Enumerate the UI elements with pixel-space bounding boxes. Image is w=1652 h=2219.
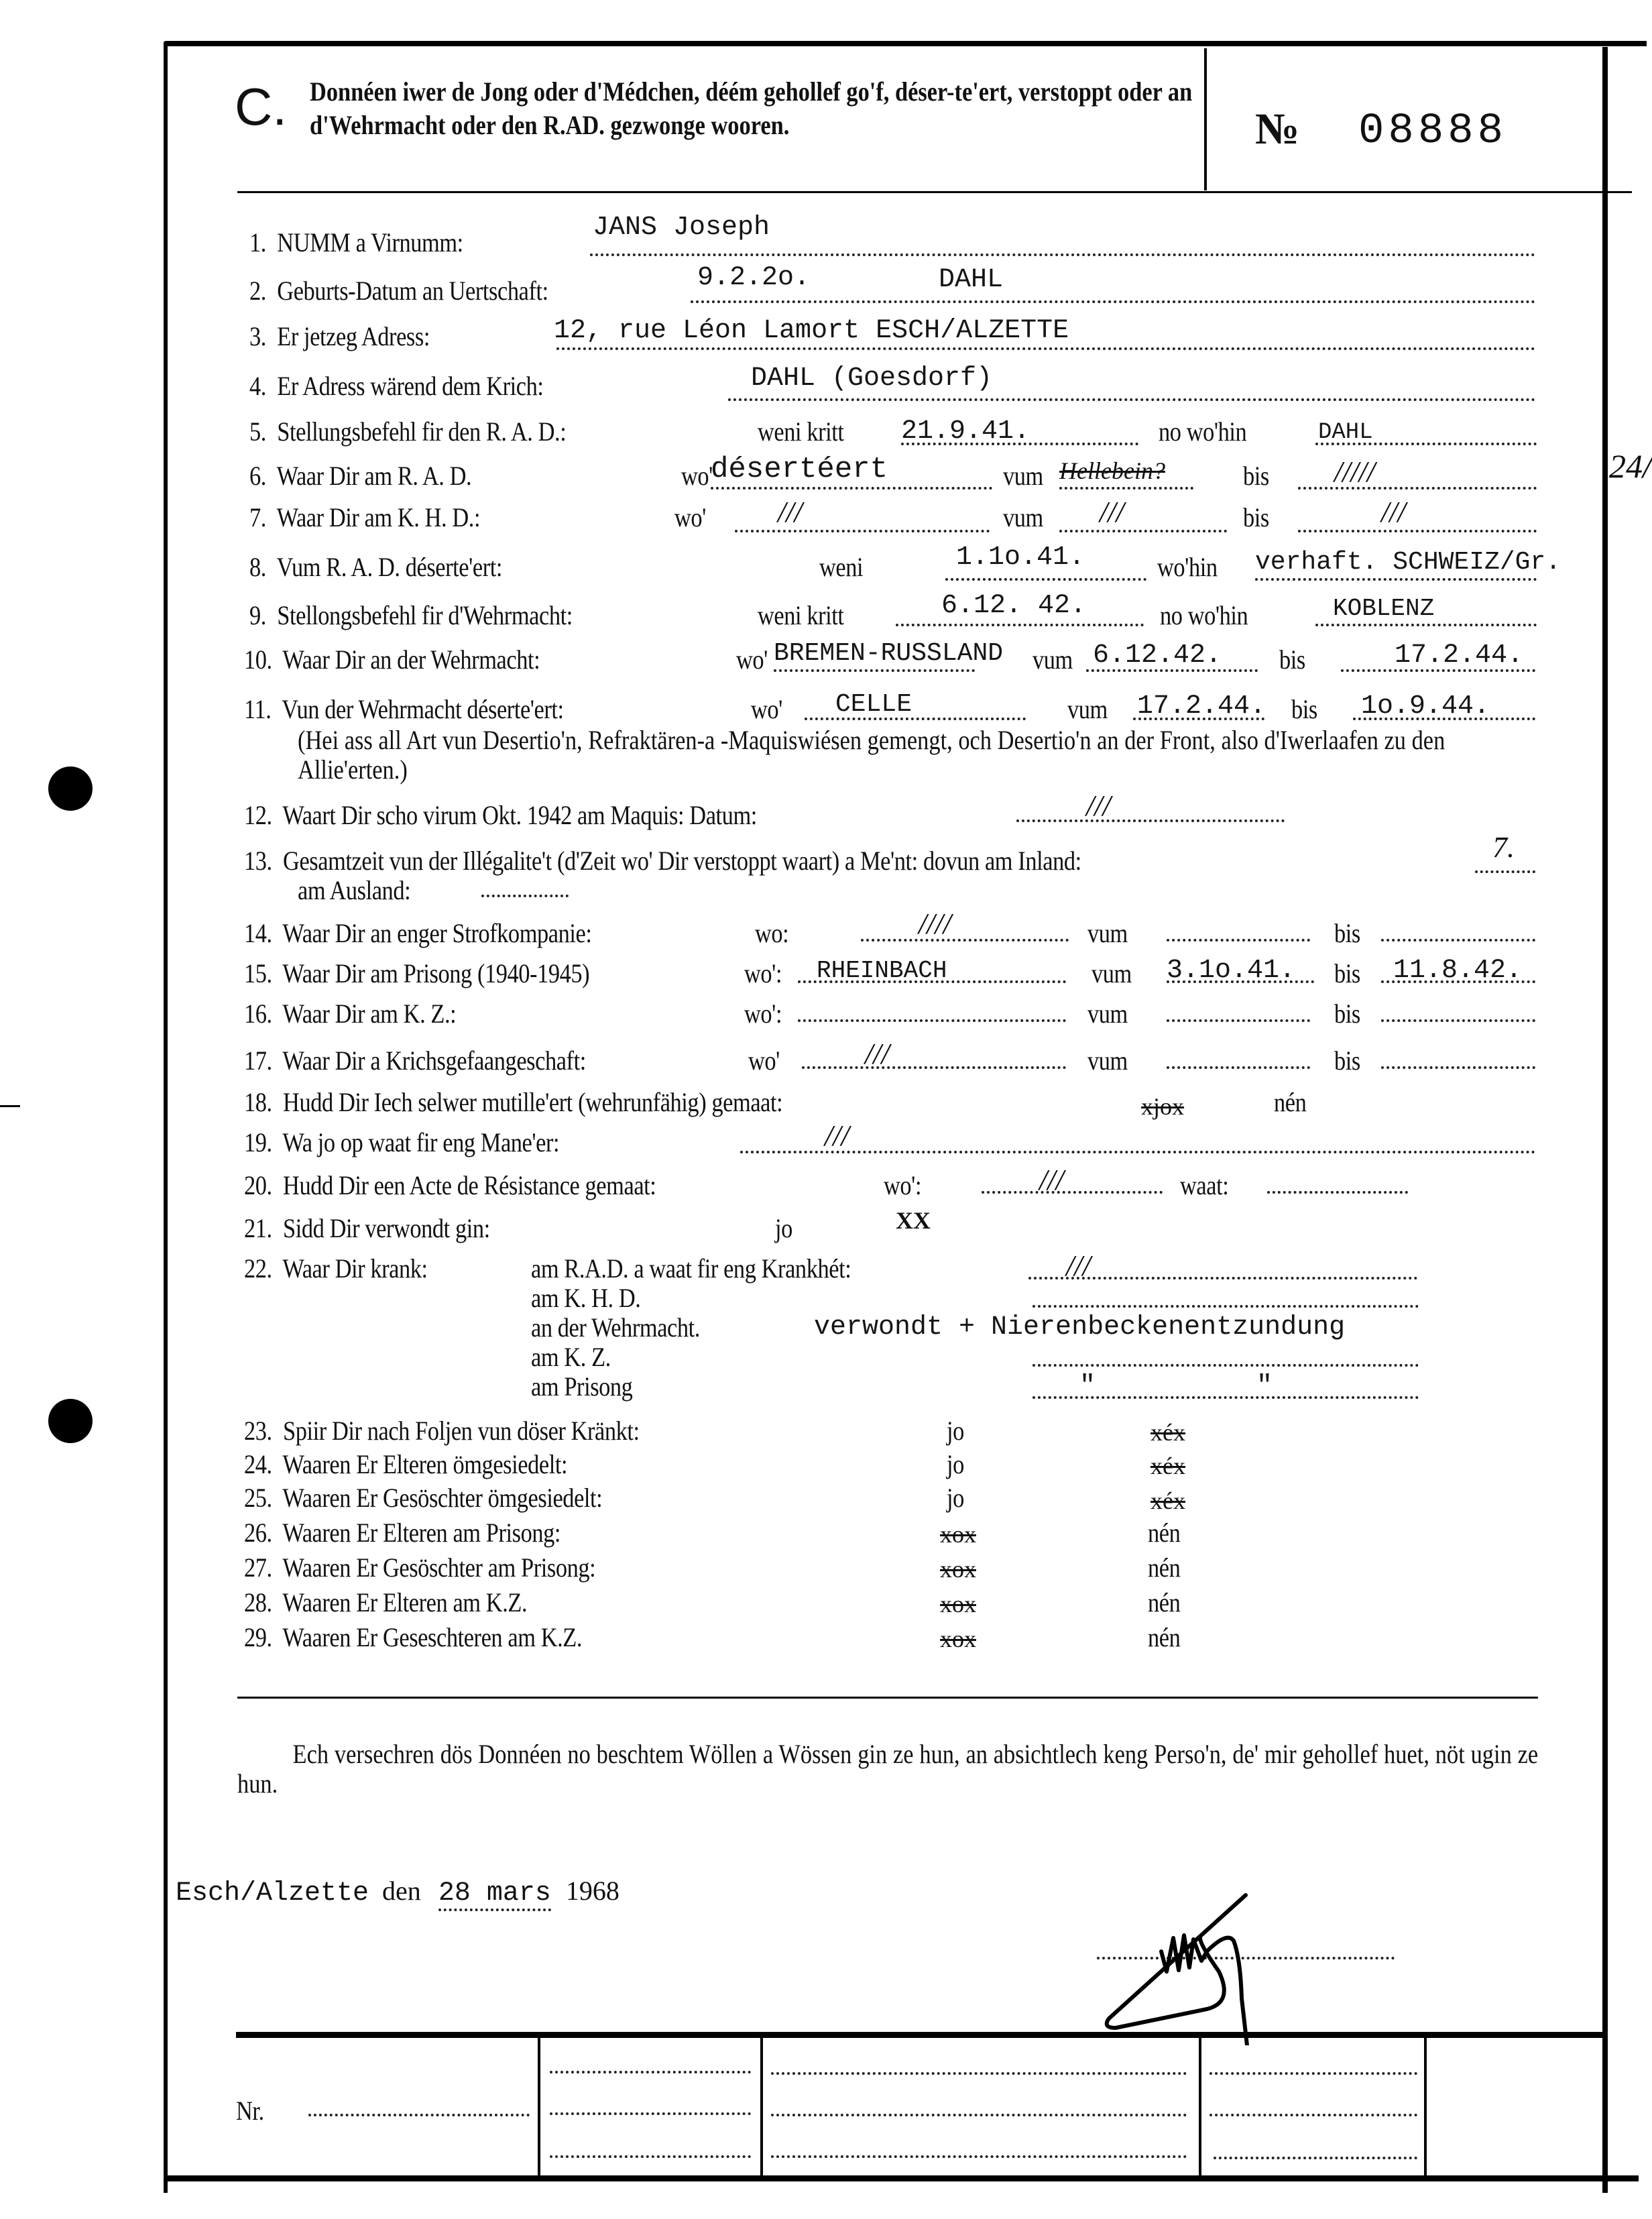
field-9-label: 9. Stellongsbefehl fir d'Wehrmacht: <box>249 600 573 630</box>
field-3-address[interactable]: 12, rue Léon Lamort ESCH/ALZETTE <box>554 316 1069 346</box>
field-8-where[interactable]: verhaft. SCHWEIZ/Gr. <box>1255 548 1561 577</box>
field-9-when-label: weni kritt <box>758 600 844 630</box>
field-12-label: 12. Waart Dir scho virum Okt. 1942 am Maquis: Datum: <box>244 800 757 830</box>
field-11-where-label: wo' <box>751 694 782 724</box>
field-17-from-label: vum <box>1087 1045 1128 1076</box>
field-22-sub-4-label: am K. Z. <box>531 1342 611 1372</box>
signature-icon[interactable] <box>1100 1891 1354 2045</box>
footer-col-1 <box>538 2036 540 2177</box>
signoff-year: 1968 <box>565 1876 620 1906</box>
field-6-where-label: wo' <box>681 461 713 491</box>
field-7-where-label: wo' <box>674 502 706 532</box>
field-22-sub-1-line <box>1028 1277 1417 1279</box>
punch-hole-bottom <box>48 1399 93 1443</box>
field-24-no[interactable]: xéx <box>1150 1453 1185 1479</box>
field-7-to-line <box>1298 530 1537 532</box>
field-14-where[interactable]: //// <box>919 907 951 940</box>
footer-col-2 <box>760 2036 763 2177</box>
field-10-to-line <box>1341 669 1535 672</box>
field-22-sub-2-line <box>1032 1305 1419 1308</box>
field-2-birthdate[interactable]: 9.2.2o. <box>697 263 811 293</box>
field-11-from[interactable]: 17.2.44. <box>1137 691 1266 722</box>
field-8-when[interactable]: 1.1o.41. <box>956 543 1085 573</box>
field-3-label: 3. Er jetzeg Adress: <box>249 321 430 351</box>
field-29-label: 29. Waaren Er Geseschteren am K.Z. <box>244 1622 583 1652</box>
field-22-sub-5-value[interactable]: " " <box>1079 1371 1273 1402</box>
field-22-sub-1-label: am R.A.D. a waat fir eng Krankhét: <box>531 1253 851 1284</box>
signoff <box>176 1878 620 1907</box>
field-7-where-line <box>735 530 990 532</box>
field-6-from-label: vum <box>1003 461 1043 491</box>
field-20-where-line <box>982 1191 1163 1194</box>
field-15-to-line <box>1381 980 1535 983</box>
footer-col-4 <box>1424 2036 1427 2177</box>
field-18-yes[interactable]: xjox <box>1141 1093 1185 1120</box>
field-15-from-line <box>1167 980 1314 983</box>
field-23-label: 23. Spiir Dir nach Foljen vun döser Kränkt: <box>244 1416 640 1446</box>
field-28-no[interactable]: nén <box>1148 1587 1181 1617</box>
field-8-when-label: weni <box>819 552 864 582</box>
field-18-label: 18. Hudd Dir Iech selwer mutille'ert (wehrunfähig) gemaat: <box>244 1087 783 1117</box>
field-7-label: 7. Waar Dir am K. H. D.: <box>249 502 481 532</box>
field-5-when-line <box>901 443 1138 445</box>
frame-left <box>164 42 168 2193</box>
field-22-sub-5-line <box>1032 1396 1419 1399</box>
field-2-label: 2. Geburts-Datum an Uertschaft: <box>249 276 548 306</box>
field-10-label: 10. Waar Dir an der Wehrmacht: <box>244 644 540 675</box>
field-16-where-label: wo': <box>744 999 782 1029</box>
field-15-from-label: vum <box>1092 958 1132 988</box>
field-6-label: 6. Waar Dir am R. A. D. <box>249 461 472 491</box>
field-21-yes[interactable]: jo <box>775 1213 792 1243</box>
field-15-where-line <box>798 980 1066 983</box>
field-20-label: 20. Hudd Dir een Acte de Résistance gemaat: <box>244 1170 656 1200</box>
field-11-to[interactable]: 1o.9.44. <box>1361 691 1490 722</box>
field-13-abroad-label: am Ausland: <box>298 875 411 905</box>
field-15-where-label: wo': <box>744 958 782 988</box>
field-6-where[interactable]: désertéert <box>711 453 888 486</box>
field-8-label: 8. Vum R. A. D. déserte'ert: <box>249 552 503 582</box>
field-20-what-line <box>1267 1191 1408 1194</box>
field-24-label: 24. Waaren Er Elteren ömgesiedelt: <box>244 1449 568 1479</box>
frame-top <box>165 41 1647 46</box>
field-22-label: 22. Waar Dir krank: <box>244 1253 428 1284</box>
footer-cell-2-1[interactable] <box>771 2072 1187 2075</box>
field-22-sub-3-value[interactable]: verwondt + Nierenbeckenentzundung <box>814 1312 1346 1343</box>
field-5-when[interactable]: 21.9.41. <box>901 416 1030 447</box>
field-6-to-line <box>1298 487 1537 490</box>
field-25-no[interactable]: xéx <box>1150 1487 1185 1514</box>
field-5-where[interactable]: DAHL <box>1318 420 1373 445</box>
field-26-label: 26. Waaren Er Elteren am Prisong: <box>244 1518 561 1548</box>
field-16-from-line <box>1167 1019 1310 1022</box>
field-11-to-line <box>1353 718 1535 720</box>
header-title: Donnéen iwer de Jong oder d'Médchen, déém gehollef go'f, déser-te'ert, verstoppt oder an d'Wehrmacht oder den R.AD. gezwonge wooren. <box>310 76 1193 140</box>
field-28-yes[interactable]: xox <box>940 1591 976 1617</box>
field-6-to[interactable]: ///// <box>1334 455 1376 488</box>
field-15-where[interactable]: RHEINBACH <box>817 957 947 984</box>
field-6-where-line <box>711 487 992 490</box>
signoff-place[interactable]: Esch/Alzette <box>176 1878 369 1909</box>
field-5-where-label: no wo'hin <box>1159 416 1247 447</box>
field-9-where[interactable]: KOBLENZ <box>1333 595 1435 622</box>
field-6-from[interactable]: Hellebein? <box>1059 457 1165 484</box>
field-18-no[interactable]: nén <box>1274 1087 1307 1117</box>
field-4-label: 4. Er Adress wärend dem Krich: <box>249 371 544 401</box>
footer-nr-label: Nr. <box>236 2096 264 2126</box>
field-7-from[interactable]: /// <box>1100 496 1124 528</box>
field-25-yes[interactable]: jo <box>947 1483 964 1513</box>
left-edge-tick <box>0 1105 20 1107</box>
field-1-label: 1. NUMM a Virnumm: <box>249 227 463 258</box>
field-14-to-label: bis <box>1334 918 1360 948</box>
footer-nr-line[interactable] <box>308 2114 530 2116</box>
field-11-where-line <box>805 718 1026 720</box>
field-11-from-label: vum <box>1067 694 1108 724</box>
field-9-where-line <box>1315 624 1537 626</box>
field-12-line <box>1016 819 1285 822</box>
field-11-from-line <box>1133 718 1264 720</box>
field-7-from-label: vum <box>1003 502 1043 532</box>
field-20-where-label: wo': <box>884 1170 922 1200</box>
field-27-label: 27. Waaren Er Gesöschter am Prisong: <box>244 1552 596 1583</box>
field-26-yes[interactable]: xox <box>940 1521 976 1548</box>
field-26-no[interactable]: nén <box>1148 1518 1181 1548</box>
footer-cell-2-3[interactable] <box>771 2155 1187 2158</box>
field-10-to[interactable]: 17.2.44. <box>1395 640 1524 671</box>
field-14-to-line <box>1381 939 1535 942</box>
field-15-label: 15. Waar Dir am Prisong (1940-1945) <box>244 958 590 988</box>
field-23-yes[interactable]: jo <box>947 1416 964 1446</box>
field-20-what-label: waat: <box>1180 1170 1229 1200</box>
field-27-no[interactable]: nén <box>1148 1552 1181 1583</box>
field-10-from-label: vum <box>1032 644 1073 675</box>
footer-cell-3-2[interactable] <box>1210 2114 1417 2116</box>
field-10-where[interactable]: BREMEN-RUSSLAND <box>774 639 1004 668</box>
footer-col-3 <box>1199 2036 1201 2177</box>
footer-top-rule <box>236 2032 1604 2038</box>
field-15-to-label: bis <box>1334 958 1360 988</box>
field-8-where-line <box>1255 578 1537 581</box>
field-7-from-line <box>1059 530 1227 532</box>
field-19-label: 19. Wa jo op waat fir eng Mane'er: <box>244 1127 560 1157</box>
field-14-from-label: vum <box>1087 918 1128 948</box>
frame-bottom <box>164 2175 1639 2181</box>
field-16-to-label: bis <box>1334 999 1360 1029</box>
field-10-where-label: wo' <box>736 644 768 675</box>
field-14-where-line <box>861 939 1069 942</box>
field-7-to[interactable]: /// <box>1381 496 1406 528</box>
field-8-where-label: wo'hin <box>1157 552 1218 582</box>
field-19-line <box>740 1151 1535 1153</box>
field-2-line <box>691 300 1535 303</box>
field-5-label: 5. Stellungsbefehl fir den R. A. D.: <box>249 416 567 447</box>
field-8-when-line <box>945 578 1146 581</box>
field-1-line <box>590 253 1535 256</box>
field-1-name-value[interactable]: JANS Joseph <box>593 213 770 243</box>
form-number: 08888 <box>1358 107 1508 156</box>
field-29-no[interactable]: nén <box>1148 1622 1181 1652</box>
footer-cell-1-1[interactable] <box>550 2071 751 2073</box>
field-10-from[interactable]: 6.12.42. <box>1093 640 1222 671</box>
field-21-label: 21. Sidd Dir verwondt gin: <box>244 1213 490 1243</box>
field-10-to-label: bis <box>1279 644 1305 675</box>
field-4-line <box>728 398 1535 401</box>
field-5-where-line <box>1315 443 1537 445</box>
field-10-from-line <box>1086 669 1258 672</box>
field-7-where[interactable]: /// <box>778 496 803 528</box>
field-11-where[interactable]: CELLE <box>835 690 912 719</box>
field-7-to-label: bis <box>1243 502 1269 532</box>
field-23-no[interactable]: xéx <box>1150 1419 1185 1446</box>
field-16-from-label: vum <box>1087 999 1128 1029</box>
signoff-den: den <box>382 1876 421 1906</box>
field-17-where-label: wo' <box>748 1045 780 1076</box>
field-17-from-line <box>1167 1066 1310 1069</box>
field-25-label: 25. Waaren Er Gesöschter ömgesiedelt: <box>244 1483 603 1513</box>
field-28-label: 28. Waaren Er Elteren am K.Z. <box>244 1587 528 1617</box>
field-15-to[interactable]: 11.8.42. <box>1393 956 1523 986</box>
field-9-when-line <box>896 624 1144 626</box>
field-27-yes[interactable]: xox <box>940 1556 976 1583</box>
field-22-sub-3-label: an der Wehrmacht. <box>531 1312 700 1343</box>
field-13-label: 13. Gesamtzeit vun der Illégalite't (d'Zeit wo' Dir verstoppt waart) a Me'nt: dovun am Inland: <box>244 846 1081 876</box>
margin-note: 24/ <box>1609 447 1652 485</box>
field-17-label: 17. Waar Dir a Krichsgefaangeschaft: <box>244 1045 586 1076</box>
punch-hole-top <box>48 766 93 811</box>
field-2-birthplace[interactable]: DAHL <box>939 265 1004 295</box>
field-12-value[interactable]: /// <box>1086 789 1111 822</box>
field-17-where-line <box>802 1066 1066 1069</box>
footer-cell-1-2[interactable] <box>550 2112 751 2115</box>
frame-right <box>1602 47 1608 2193</box>
field-22-sub-4-line <box>1032 1364 1419 1367</box>
signoff-date[interactable]: 28 mars <box>438 1878 551 1911</box>
form-number-symbol: № <box>1255 105 1300 154</box>
field-9-when[interactable]: 6.12. 42. <box>941 591 1087 621</box>
field-13-inland-line <box>1475 870 1535 873</box>
field-16-where-line <box>798 1019 1066 1022</box>
field-11-note: (Hei ass all Art vun Desertio'n, Refraktären-a -Maquiswiésen gemengt, och Desertio'n an der Front, also d'Iwerlaafen zu den Allie'erten.) <box>298 725 1446 785</box>
field-16-label: 16. Waar Dir am K. Z.: <box>244 999 457 1029</box>
footer-cell-3-3[interactable] <box>1214 2157 1417 2159</box>
field-29-yes[interactable]: xox <box>940 1626 976 1652</box>
field-16-to-line <box>1381 1019 1535 1022</box>
footer-cell-2-2[interactable] <box>771 2114 1187 2116</box>
field-14-where-label: wo: <box>755 918 789 948</box>
footer-cell-1-3[interactable] <box>550 2155 751 2158</box>
field-22-sub-2-label: am K. H. D. <box>531 1283 641 1313</box>
field-11-label: 11. Vun der Wehrmacht déserte'ert: <box>244 694 564 724</box>
field-6-from-line <box>1059 487 1193 490</box>
header-rule <box>237 191 1632 193</box>
section-letter: C. <box>235 77 287 136</box>
header-divider <box>1204 48 1207 190</box>
field-20-where[interactable]: /// <box>1039 1163 1064 1196</box>
field-4-war-address[interactable]: DAHL (Goesdorf) <box>751 363 993 394</box>
declaration-rule <box>237 1697 1538 1699</box>
field-24-yes[interactable]: jo <box>947 1449 964 1479</box>
field-3-line <box>556 347 1535 350</box>
field-10-where-line <box>774 669 975 672</box>
field-19-value[interactable]: /// <box>825 1119 849 1152</box>
field-22-sub-1-value[interactable]: /// <box>1066 1249 1091 1282</box>
field-17-to-label: bis <box>1334 1045 1360 1076</box>
field-17-to-line <box>1381 1066 1535 1069</box>
field-21-no[interactable]: XX <box>896 1207 931 1234</box>
field-15-from[interactable]: 3.1o.41. <box>1167 956 1296 986</box>
field-13-abroad-line <box>481 895 569 897</box>
field-22-sub-5-label: am Prisong <box>531 1371 633 1402</box>
field-11-to-label: bis <box>1291 694 1317 724</box>
field-14-label: 14. Waar Dir an enger Strofkompanie: <box>244 918 592 948</box>
field-5-when-label: weni kritt <box>758 416 844 447</box>
declaration-text: Ech versechren dös Donnéen no beschtem Wöllen a Wössen gin ze hun, an absichtlech keng Perso'n, de' mir gehollef huet, nöt ugin ze hun. <box>237 1739 1539 1799</box>
field-9-where-label: no wo'hin <box>1160 600 1248 630</box>
field-14-from-line <box>1167 939 1310 942</box>
field-17-where[interactable]: /// <box>865 1037 890 1070</box>
field-13-inland[interactable]: 7. <box>1492 831 1515 864</box>
footer-cell-3-1[interactable] <box>1210 2072 1417 2075</box>
field-6-to-label: bis <box>1243 461 1269 491</box>
